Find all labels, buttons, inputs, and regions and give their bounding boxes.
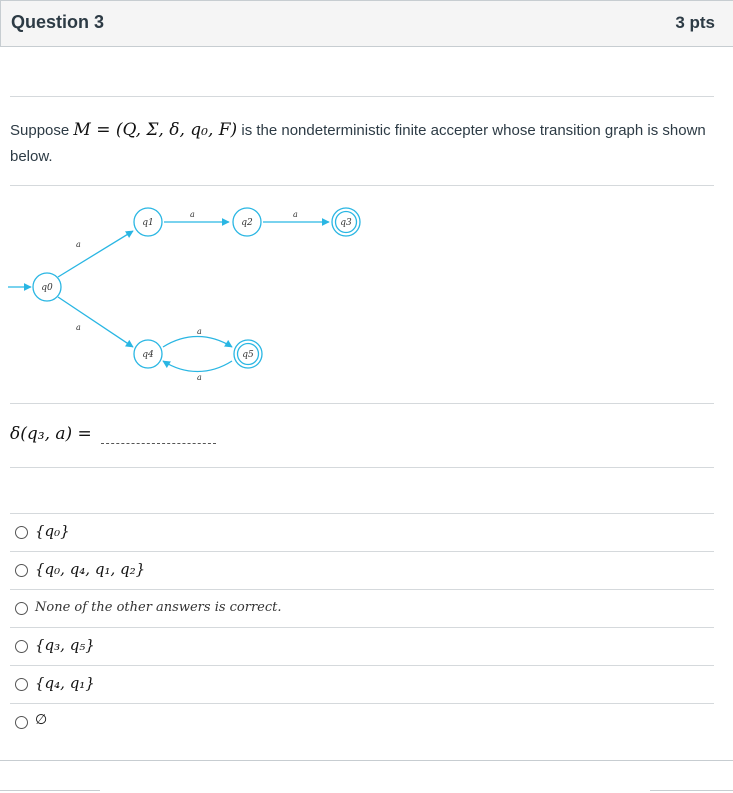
edge-label: a [293, 210, 298, 219]
question-points: 3 pts [675, 13, 715, 32]
question-footer-border [0, 760, 733, 761]
answer-label: None of the other answers is correct. [35, 600, 282, 615]
radio-button[interactable] [15, 602, 28, 615]
radio-button[interactable] [15, 564, 28, 577]
question-header [0, 0, 733, 47]
edge-label: a [76, 240, 81, 249]
answer-blank [101, 443, 216, 444]
answer-label: ∅ [35, 712, 48, 728]
answer-label: {q₀} [35, 522, 70, 540]
divider [10, 403, 714, 404]
divider [10, 96, 714, 97]
radio-button[interactable] [15, 716, 28, 729]
answer-option[interactable] [10, 703, 714, 741]
state-label: q0 [41, 283, 53, 293]
edge-q4-q5 [163, 337, 232, 348]
radio-button[interactable] [15, 640, 28, 653]
radio-button[interactable] [15, 678, 28, 691]
state-label: q4 [142, 350, 154, 360]
answer-option[interactable] [10, 589, 714, 627]
radio-button[interactable] [15, 526, 28, 539]
edge-label: a [197, 327, 202, 336]
answer-label: {q₀, q₄, q₁, q₂} [35, 560, 146, 578]
question-expression: δ(q₃, a) = [10, 424, 92, 444]
question-prompt [10, 117, 710, 170]
divider [10, 185, 714, 186]
edge-label: a [197, 373, 202, 382]
answer-option[interactable] [10, 551, 714, 589]
prompt-text-before: Suppose [10, 122, 74, 139]
state-label: q2 [241, 218, 253, 228]
answer-option[interactable] [10, 513, 714, 551]
state-label: q5 [242, 350, 254, 360]
question-title: Question 3 [11, 12, 105, 32]
edge-q0-q1 [58, 231, 133, 277]
edge-label: a [190, 210, 195, 219]
edge-q0-q4 [58, 297, 133, 347]
edge-q5-q4 [163, 361, 232, 372]
prompt-formula: M = (Q, Σ, δ, q₀, F) [73, 120, 238, 140]
footer-divider [0, 790, 100, 791]
edge-label: a [76, 323, 81, 332]
divider [10, 467, 714, 468]
transition-graph [0, 195, 400, 395]
answer-label: {q₃, q₅} [35, 636, 95, 654]
state-label: q1 [142, 218, 154, 228]
footer-divider [650, 790, 733, 791]
prompt-text-after: is the nondeterministic finite accepter whose transition graph is shown below. [10, 122, 706, 165]
state-label: q3 [340, 218, 352, 228]
answer-label: {q₄, q₁} [35, 674, 95, 692]
answer-option[interactable] [10, 627, 714, 665]
answer-option[interactable] [10, 665, 714, 703]
